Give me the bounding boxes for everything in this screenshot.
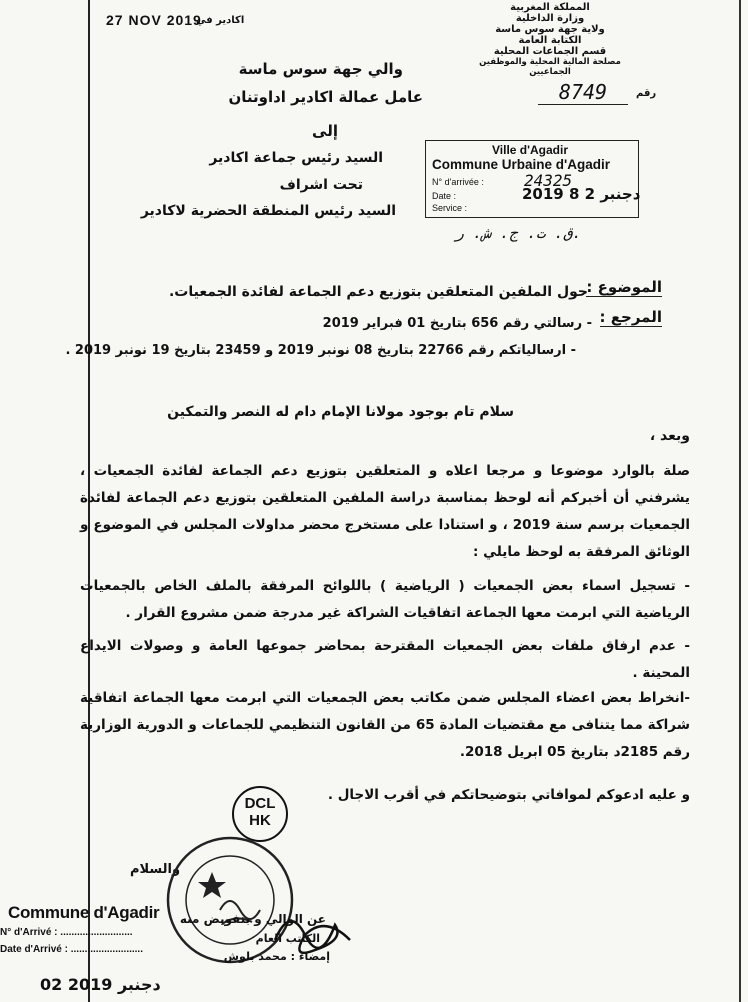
arrival-date-label: Date :: [432, 191, 457, 201]
letterhead-line: وزارة الداخلية: [515, 13, 585, 24]
body-paragraph-4: -انخراط بعض اعضاء المجلس ضمن مكاتب بعض الجمعيات التي ابرمت معها الجماعة اتفاقية شراكة مما يتنافى مع مقتضيات المادة 65 من القانون التنظيمي للجماعات و الدورية الوزارية رقم 2185د بتاريخ 05 ابريل 2018.: [80, 690, 690, 760]
dcl-stamp-line-1: DCL: [244, 795, 276, 812]
handwritten-note: ق. ت. ج. ش. ر.: [455, 224, 582, 242]
body-paragraph-2: - تسجيل اسماء بعض الجمعيات ( الرياضية ) باللوائح المرفقة بالملف الخاص بالجمعيات الرياضية التي ابرمت معها الجماعة اتفاقيات الشراكة غير مدرجة ضمن مشروع القرار .: [80, 578, 690, 621]
recipient-line-1: السيد رئيس جماعة اكادير: [209, 150, 383, 166]
ref-number-label: رقم: [636, 88, 657, 99]
sender-line-2: عامل عمالة اكادير اداوتنان: [228, 88, 423, 106]
letterhead-line: المملكة المغربية: [510, 2, 590, 13]
sender-line-1: والي جهة سوس ماسة: [238, 60, 403, 78]
bottom-stamp-title: Commune d'Agadir: [8, 903, 160, 922]
body-paragraph-1: صلة بالوارد موضوعا و مرجعا اعلاه و المتعلقين بتوزيع دعم الجماعة لفائدة الجمعيات ، يشرفني أن أخبركم أنه لوحظ بمناسبة دراسة الملفين المتعلقين بتوزيع دعم الجماعة لفائدة الجمعيات برسم سنة 2019 ، و استنادا على مستخرج محضر مداولات المجلس في الموضوع و الوثائق المرفقة به لوحظ مايلي :: [80, 463, 690, 560]
subject-label: الموضوع :: [586, 278, 662, 296]
arrival-stamp: [425, 140, 639, 218]
bottom-stamp-date-value: 02 دجنبر 2019: [40, 975, 161, 994]
arrival-service-label: Service :: [432, 203, 468, 213]
arrival-date-value: 2019 دجنبر 2 8: [522, 185, 641, 203]
ref-number: 8749: [538, 80, 628, 105]
arrival-number-value: 24325: [524, 171, 573, 190]
signature-line-1: عن الوالي و بتفويض منه: [179, 912, 326, 926]
body-paragraph-3: - عدم ارفاق ملفات بعض الجمعيات المقترحة بمحاضر جموعها العامة و وصولات الايداع المحينة .: [80, 638, 690, 681]
bottom-stamp-number-label: N° d'Arrivé : ..........................: [0, 927, 133, 938]
page-border-right: [739, 0, 741, 1002]
date-stamp-date: 27 NOV 2019: [106, 12, 202, 28]
letterhead-line: ولاية جهة سوس ماسة: [495, 24, 605, 35]
arrival-stamp-title: Commune Urbaine d'Agadir: [432, 157, 610, 172]
arrival-stamp-city: Ville d'Agadir: [492, 143, 568, 157]
signature-line-3: إمضاء : محمد بلوش: [223, 950, 330, 963]
dcl-stamp-line-2: HK: [249, 812, 271, 829]
letterhead: [470, 2, 630, 77]
salutation: سلام تام بوجود مولانا الإمام دام له النصر والتمكين: [167, 404, 514, 420]
reference-line-1: - رسالتي رقم 656 بتاريخ 01 فبراير 2019: [322, 316, 592, 331]
bottom-stamp-date-label: Date d'Arrivé : ..........................: [0, 944, 143, 955]
reference-line-2: - ارسالياتكم رقم 22766 بتاريخ 08 نونبر 2019 و 23459 بتاريخ 19 نونبر 2019 .: [65, 343, 576, 358]
body-paragraph-5: و عليه ادعوكم لموافاتي بتوضيحاتكم في أقرب الاجال .: [327, 787, 690, 803]
bottom-arrival-stamp: [0, 903, 159, 955]
date-stamp-label: اكادير في: [196, 15, 245, 26]
letterhead-line: مصلحة المالية المحلية والموظفين الجماعيين: [479, 57, 621, 77]
subject-text: حول الملفين المتعلقين بتوزيع دعم الجماعة لفائدة الجمعيات.: [168, 284, 588, 300]
arrival-number-label: N° d'arrivée :: [432, 177, 484, 187]
letterhead-line: الكتابة العامة: [518, 35, 582, 46]
letterhead-line: قسم الجماعات المحلية: [493, 46, 607, 57]
closing: والسلام: [130, 862, 181, 877]
signature-scribble: [270, 900, 360, 970]
opening: وبعد ،: [649, 428, 690, 444]
reference-label: المرجع :: [599, 308, 662, 326]
recipient-line-3: السيد رئيس المنطقة الحضرية لاكادير: [140, 203, 396, 219]
date-stamp: [106, 12, 202, 28]
recipient-line-2: تحت اشراف: [279, 177, 363, 193]
signature-line-2: الكاتب العام: [255, 932, 320, 945]
to-label: إلى: [312, 122, 338, 140]
